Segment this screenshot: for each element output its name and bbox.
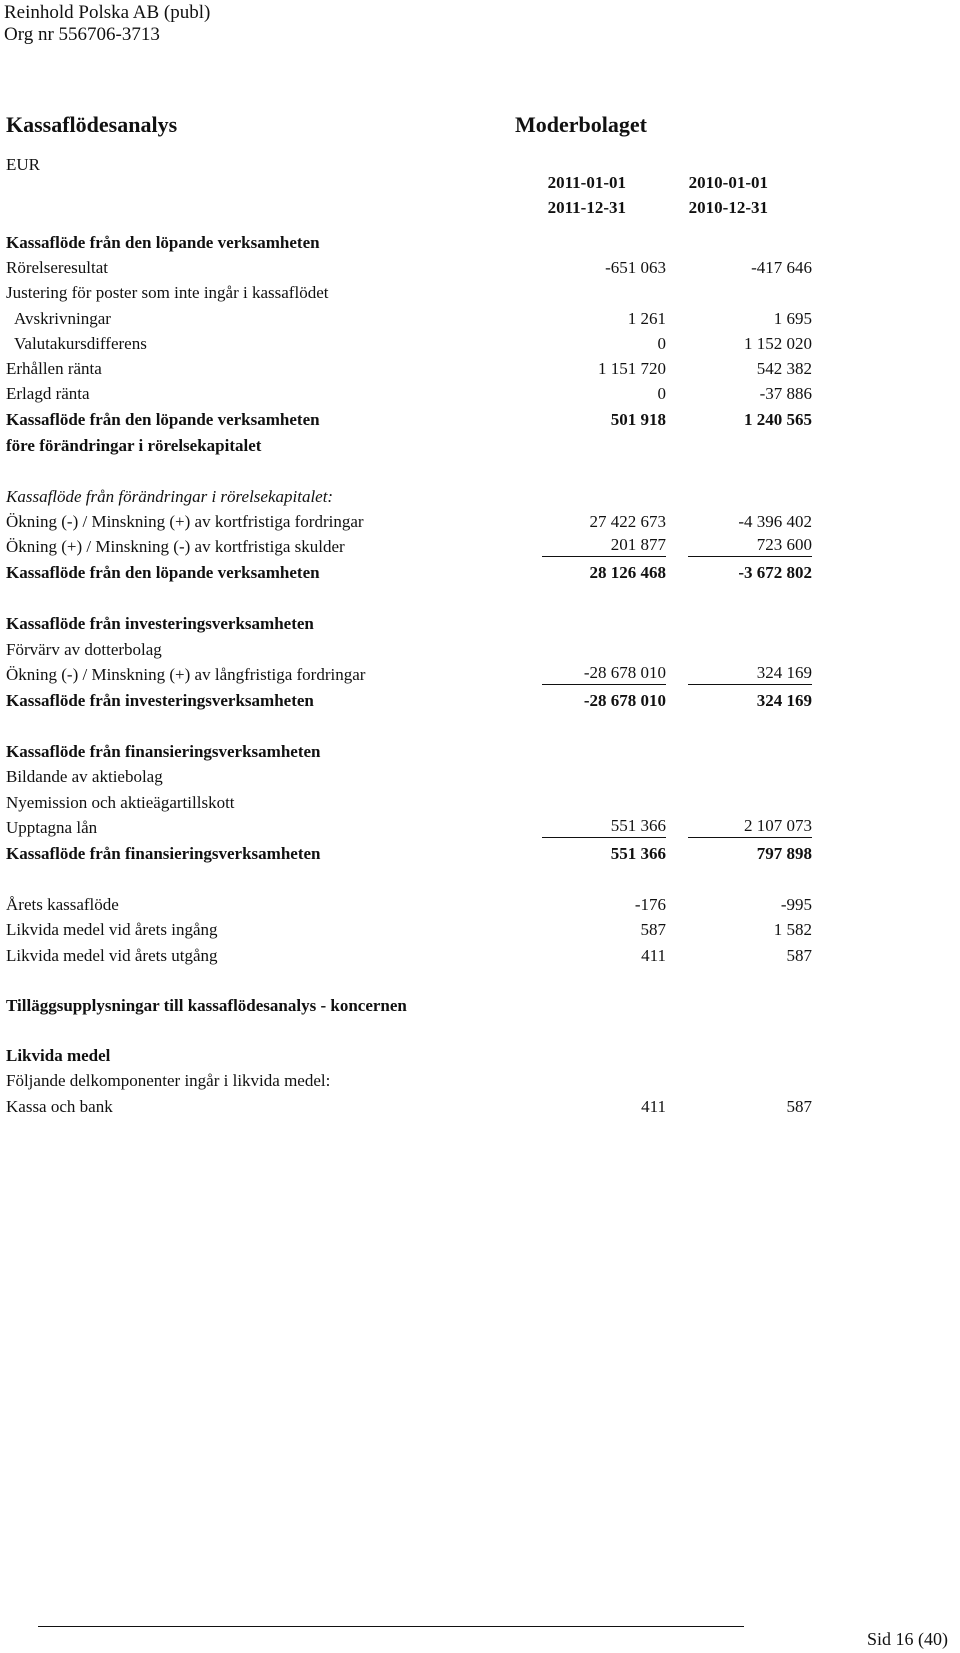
row-label: Ökning (+) / Minskning (-) av kortfristiga skulder	[6, 537, 345, 557]
table-row	[6, 306, 812, 331]
value-2011: 0	[657, 333, 666, 353]
row-label: Ökning (-) / Minskning (+) av långfristiga fordringar	[6, 664, 366, 684]
currency-label: EUR	[6, 155, 40, 174]
row-label: Kassaflöde från den löpande verksamheten	[6, 233, 320, 252]
value-2011: 201 877	[542, 534, 666, 557]
value-2010: 324 169	[756, 691, 812, 710]
table-row	[6, 790, 812, 815]
value-2011: 411	[641, 1096, 666, 1116]
row-label: Likvida medel	[6, 1046, 111, 1066]
table-row	[6, 255, 812, 280]
table-row	[6, 840, 812, 867]
value-2011: 551 366	[542, 815, 666, 838]
value-2010: -995	[780, 895, 812, 915]
company-name: Reinhold Polska AB (publ)	[4, 2, 211, 23]
period-2-end: 2010-12-31	[688, 198, 768, 217]
table-row	[6, 559, 812, 586]
table-row	[6, 993, 812, 1018]
value-2011: -651 063	[605, 258, 666, 278]
table-row	[6, 534, 812, 559]
row-label: Ökning (-) / Minskning (+) av kortfristiga fordringar	[6, 511, 364, 531]
table-row	[6, 280, 812, 305]
row-label: Upptagna lån	[6, 817, 98, 837]
row-label: Årets kassaflöde	[6, 895, 119, 915]
page-number: Sid 16 (40)	[867, 1629, 948, 1649]
value-2010: -417 646	[751, 258, 812, 278]
row-label: före förändringar i rörelsekapitalet	[6, 436, 262, 456]
value-2010: 587	[786, 1096, 812, 1116]
table-row	[6, 1068, 812, 1093]
entity-title: Moderbolaget	[515, 112, 647, 137]
footer-divider	[38, 1626, 744, 1627]
row-label: Valutakursdifferens	[14, 333, 147, 353]
table-row	[6, 943, 812, 968]
table-row	[6, 815, 812, 840]
row-label: Kassaflöde från investeringsverksamheten	[6, 614, 314, 634]
spacer-row	[6, 1018, 812, 1043]
value-2011: 501 918	[610, 410, 666, 430]
value-2011: 551 366	[610, 843, 666, 863]
value-2010: 542 382	[756, 358, 812, 378]
value-2010: -4 396 402	[738, 511, 812, 531]
value-2010: 1 695	[773, 308, 812, 328]
value-2010: 2 107 073	[688, 815, 812, 838]
table-row	[6, 433, 812, 458]
value-2010: 1 240 565	[744, 410, 812, 430]
table-row	[6, 764, 812, 789]
table-row	[6, 739, 812, 764]
table-row	[6, 1094, 812, 1119]
row-label: Rörelseresultat	[6, 258, 108, 278]
spacer-row	[6, 586, 812, 611]
table-row	[6, 611, 812, 636]
table-row	[6, 381, 812, 406]
row-label: Kassa och bank	[6, 1096, 113, 1116]
row-label: Följande delkomponenter ingår i likvida medel:	[6, 1071, 331, 1091]
row-label: Likvida medel vid årets utgång	[6, 945, 218, 965]
org-number: Org nr 556706-3713	[4, 24, 160, 45]
value-2010: 1 582	[773, 920, 812, 940]
table-row	[6, 484, 812, 509]
table-row	[6, 1043, 812, 1068]
statement-title: Kassaflödesanalys	[6, 112, 178, 137]
table-row	[6, 356, 812, 381]
table-row	[6, 637, 812, 662]
period-1-end: 2011-12-31	[547, 198, 626, 217]
value-2011: 587	[640, 920, 666, 940]
value-2010: 723 600	[688, 534, 812, 557]
row-label: Kassaflöde från finansieringsverksamheten	[6, 843, 321, 863]
value-2011: 0	[657, 384, 666, 404]
row-label: Förvärv av dotterbolag	[6, 639, 162, 659]
value-2010: 324 169	[688, 662, 812, 685]
row-label: Erhållen ränta	[6, 358, 102, 378]
value-2011: -176	[634, 895, 666, 915]
value-2011: 1 151 720	[598, 358, 666, 378]
spacer-row	[6, 867, 812, 892]
row-label: Erlagd ränta	[6, 384, 90, 404]
row-label: Likvida medel vid årets ingång	[6, 920, 218, 940]
row-label: Avskrivningar	[14, 308, 111, 328]
value-2011: 1 261	[627, 308, 666, 328]
row-label: Nyemission och aktieägartillskott	[6, 792, 235, 812]
spacer-row	[6, 459, 812, 484]
row-label: Kassaflöde från investeringsverksamheten	[6, 691, 314, 710]
table-row	[6, 230, 812, 255]
row-label: Justering för poster som inte ingår i kassaflödet	[6, 283, 329, 303]
value-2010: 587	[786, 945, 812, 965]
period-2-start: 2010-01-01	[688, 173, 768, 192]
table-row	[6, 687, 812, 714]
spacer-row	[6, 714, 812, 739]
value-2010: 1 152 020	[744, 333, 812, 353]
value-2011: -28 678 010	[583, 691, 666, 710]
table-row	[6, 509, 812, 534]
row-label: Bildande av aktiebolag	[6, 767, 163, 787]
table-row	[6, 406, 812, 433]
value-2011: 28 126 468	[589, 563, 666, 583]
table-row	[6, 662, 812, 687]
row-label: Kassaflöde från finansieringsverksamheten	[6, 742, 321, 762]
row-label: Tilläggsupplysningar till kassaflödesanalys - koncernen	[6, 995, 407, 1015]
value-2010: -3 672 802	[738, 563, 812, 583]
value-2011: 411	[641, 945, 666, 965]
value-2010: 797 898	[756, 843, 812, 863]
table-row	[6, 331, 812, 356]
value-2011: -28 678 010	[542, 662, 666, 685]
table-row	[6, 917, 812, 942]
value-2011: 27 422 673	[589, 511, 666, 531]
row-label: Kassaflöde från den löpande verksamheten	[6, 563, 320, 583]
row-label: Kassaflöde från den löpande verksamheten	[6, 410, 320, 430]
value-2010: -37 886	[759, 384, 812, 404]
row-label: Kassaflöde från förändringar i rörelsekapitalet:	[6, 486, 334, 506]
period-1-start: 2011-01-01	[547, 173, 626, 192]
cash-flow-table	[6, 230, 812, 1119]
table-row	[6, 892, 812, 917]
spacer-row	[6, 968, 812, 993]
